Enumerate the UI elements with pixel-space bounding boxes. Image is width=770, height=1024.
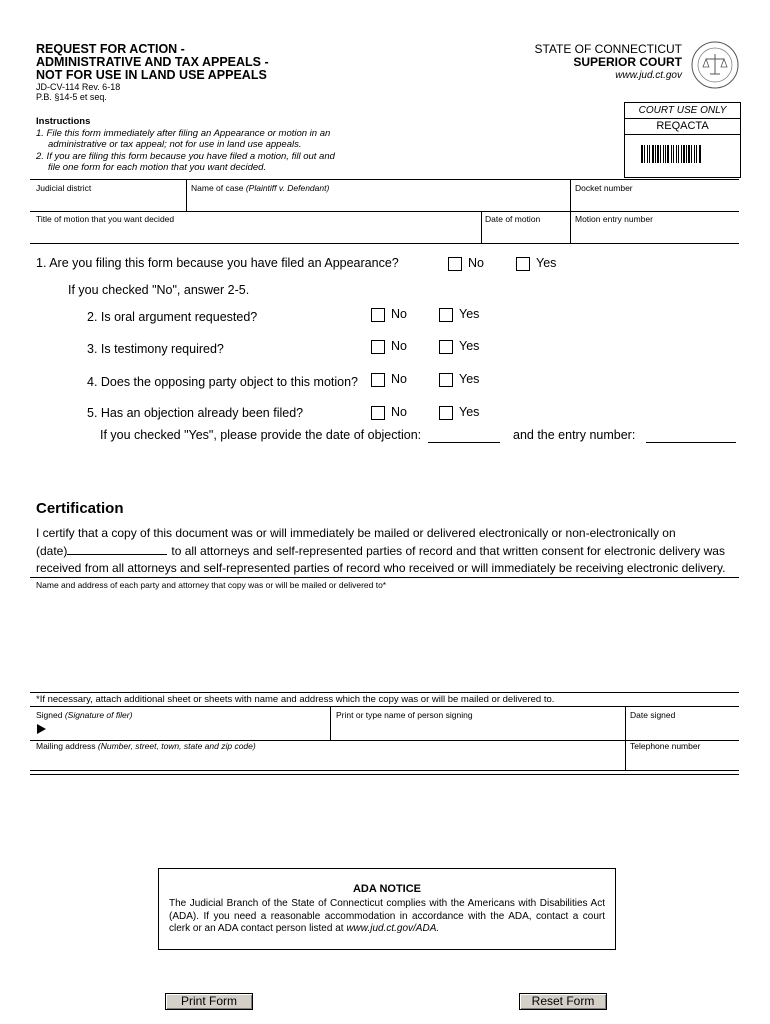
q4-yes-checkbox[interactable]: [439, 373, 453, 387]
signed-hint: (Signature of filer): [64, 710, 133, 720]
case-name-hint: (Plaintiff v. Defendant): [245, 183, 330, 193]
instruction-1: 1. File this form immediately after filing an Appearance or motion in an: [36, 127, 331, 139]
mailing-hint: (Number, street, town, state and zip code): [97, 741, 256, 751]
q1-yes-label: Yes: [536, 256, 557, 270]
q1-no-checkbox[interactable]: [448, 257, 462, 271]
grid-divider: [186, 179, 187, 211]
question-2: 2. Is oral argument requested?: [87, 310, 258, 324]
parties-address-field[interactable]: [36, 580, 736, 688]
barcode-bar: [649, 145, 650, 163]
court-use-box: [624, 102, 741, 178]
title-line-1: REQUEST FOR ACTION -: [36, 42, 185, 56]
barcode-bar: [647, 145, 648, 163]
barcode-bar: [683, 145, 685, 163]
certification-heading: Certification: [36, 500, 124, 517]
question-3: 3. Is testimony required?: [87, 342, 224, 356]
telephone-label: Telephone number: [630, 741, 701, 751]
court-use-code: REQACTA: [625, 119, 740, 135]
q1-note: If you checked "No", answer 2-5.: [68, 283, 250, 297]
barcode-bar: [660, 145, 661, 163]
telephone-field[interactable]: [630, 741, 736, 769]
state-name: STATE OF CONNECTICUT: [534, 42, 682, 56]
barcode-bar: [688, 145, 690, 163]
barcode-bar: [678, 145, 679, 163]
grid-mid-line: [30, 211, 739, 212]
ada-link[interactable]: www.jud.ct.gov/ADA.: [346, 923, 440, 934]
q3-no-label: No: [391, 339, 407, 353]
barcode-bar: [676, 145, 677, 163]
arrow-right-icon: [37, 724, 46, 734]
q2-no-label: No: [391, 307, 407, 321]
cert-date-label: (date): [36, 544, 68, 558]
barcode-bar: [655, 145, 656, 163]
docket-number-field[interactable]: [575, 183, 735, 209]
form-end-rule: [30, 770, 739, 775]
mailing-label: Mailing address: [36, 741, 96, 751]
print-name-field[interactable]: [336, 710, 621, 738]
motion-title-label: Title of motion that you want decided: [36, 214, 175, 224]
barcode-bar: [663, 145, 664, 163]
ada-title: ADA NOTICE: [352, 883, 422, 895]
instruction-1-cont: administrative or tax appeal; not for use in land use appeals.: [48, 139, 302, 150]
instructions-heading: Instructions: [36, 116, 91, 127]
entry-number-label: and the entry number:: [513, 428, 636, 442]
instruction-2: 2. If you are filing this form because you have filed a motion, fill out and: [36, 150, 335, 162]
judicial-seal-icon: [690, 40, 740, 90]
mailing-address-field[interactable]: [36, 741, 621, 769]
q4-no-label: No: [391, 372, 407, 386]
motion-date-field[interactable]: [485, 214, 567, 241]
judicial-district-field[interactable]: [36, 183, 184, 209]
q2-yes-checkbox[interactable]: [439, 308, 453, 322]
q1-no-label: No: [468, 256, 484, 270]
print-form-button[interactable]: Print Form: [165, 993, 253, 1010]
q1-yes-checkbox[interactable]: [516, 257, 530, 271]
barcode-bar: [699, 145, 701, 163]
judicial-district-label: Judicial district: [36, 183, 92, 193]
entry-number-input[interactable]: [646, 427, 736, 443]
q3-no-checkbox[interactable]: [371, 340, 385, 354]
footnote: *If necessary, attach additional sheet or sheets with name and address which the copy was or will be mailed or delivered to.: [36, 694, 555, 705]
motion-title-field[interactable]: [36, 214, 476, 241]
ada-body: [169, 898, 605, 936]
cert-date-input[interactable]: [67, 542, 167, 555]
ada-notice: [158, 868, 616, 950]
grid-bottom-line: [30, 243, 739, 244]
barcode-bar: [696, 145, 697, 163]
q5-note: If you checked "Yes", please provide the date of objection:: [100, 428, 422, 442]
docket-number-label: Docket number: [575, 183, 633, 193]
grid-divider: [570, 179, 571, 243]
title-line-2: ADMINISTRATIVE AND TAX APPEALS -: [36, 55, 269, 69]
parties-label: Name and address of each party and attorney that copy was or will be mailed or delivered to*: [36, 580, 387, 590]
q3-yes-checkbox[interactable]: [439, 340, 453, 354]
grid-divider: [625, 706, 626, 770]
question-4: 4. Does the opposing party object to this motion?: [87, 375, 358, 389]
form-title: [36, 43, 269, 82]
cert-line-2-text: to all attorneys and self-represented parties of record and that written consent for electronic delivery was: [171, 544, 725, 558]
q5-no-label: No: [391, 405, 407, 419]
reset-form-button[interactable]: Reset Form: [519, 993, 607, 1010]
grid-divider: [330, 706, 331, 740]
barcode-icon: [641, 145, 727, 163]
title-line-3: NOT FOR USE IN LAND USE APPEALS: [36, 68, 267, 82]
barcode-bar: [694, 145, 695, 163]
objection-date-input[interactable]: [428, 427, 500, 443]
barcode-bar: [691, 145, 692, 163]
q3-yes-label: Yes: [459, 339, 480, 353]
date-signed-field[interactable]: [630, 710, 736, 738]
case-name-field[interactable]: [191, 183, 567, 209]
q2-no-checkbox[interactable]: [371, 308, 385, 322]
signature-field[interactable]: [36, 710, 326, 738]
barcode-bar: [673, 145, 674, 163]
barcode-bar: [657, 145, 659, 163]
cert-line-2: [36, 542, 736, 560]
grid-divider: [481, 211, 482, 243]
q5-no-checkbox[interactable]: [371, 406, 385, 420]
parties-top-line: [30, 577, 739, 578]
q5-yes-checkbox[interactable]: [439, 406, 453, 420]
instruction-2-cont: file one form for each motion that you want decided.: [48, 162, 267, 173]
motion-date-label: Date of motion: [485, 214, 541, 224]
form-number: JD-CV-114 Rev. 6-18: [36, 82, 121, 92]
court-heading: [534, 43, 682, 82]
court-use-label: COURT USE ONLY: [625, 103, 740, 119]
footnote-top-line: [30, 692, 739, 693]
court-name: SUPERIOR COURT: [573, 55, 682, 69]
q4-no-checkbox[interactable]: [371, 373, 385, 387]
motion-entry-label: Motion entry number: [575, 214, 653, 224]
form-number-block: [36, 82, 120, 102]
date-signed-label: Date signed: [630, 710, 676, 720]
barcode-bar: [652, 145, 654, 163]
barcode-bar: [667, 145, 669, 163]
certification-text: [36, 525, 736, 577]
question-1: 1. Are you filing this form because you have filed an Appearance?: [36, 256, 399, 270]
instructions: [36, 116, 386, 174]
case-name-label: Name of case: [191, 183, 244, 193]
ada-body-text: The Judicial Branch of the State of Connecticut complies with the Americans with Disabilities Act (ADA). If you need a reasonable accommodation in accordance with the ADA, contact a court clerk or an ADA contact person listed at: [169, 898, 605, 934]
q5-yes-label: Yes: [459, 405, 480, 419]
q2-yes-label: Yes: [459, 307, 480, 321]
barcode-bar: [644, 145, 645, 163]
barcode-bar: [665, 145, 666, 163]
barcode-bar: [641, 145, 643, 163]
barcode-bar: [686, 145, 687, 163]
print-name-label: Print or type name of person signing: [336, 710, 473, 720]
motion-entry-field[interactable]: [575, 214, 735, 241]
signature-top-line: [30, 706, 739, 707]
cert-line-3: received from all attorneys and self-represented parties of record who received or will immediately be receiving electronic delivery.: [36, 561, 726, 575]
barcode-bar: [671, 145, 672, 163]
barcode-bar: [681, 145, 682, 163]
court-website: www.jud.ct.gov: [615, 70, 682, 81]
question-5: 5. Has an objection already been filed?: [87, 406, 304, 420]
signed-label: Signed: [36, 710, 63, 720]
q4-yes-label: Yes: [459, 372, 480, 386]
practice-book-rule: P.B. §14-5 et seq.: [36, 92, 107, 102]
grid-top-line: [30, 179, 739, 180]
cert-line-1: I certify that a copy of this document was or will immediately be mailed or delivered electronically or non-electronically on: [36, 526, 676, 540]
